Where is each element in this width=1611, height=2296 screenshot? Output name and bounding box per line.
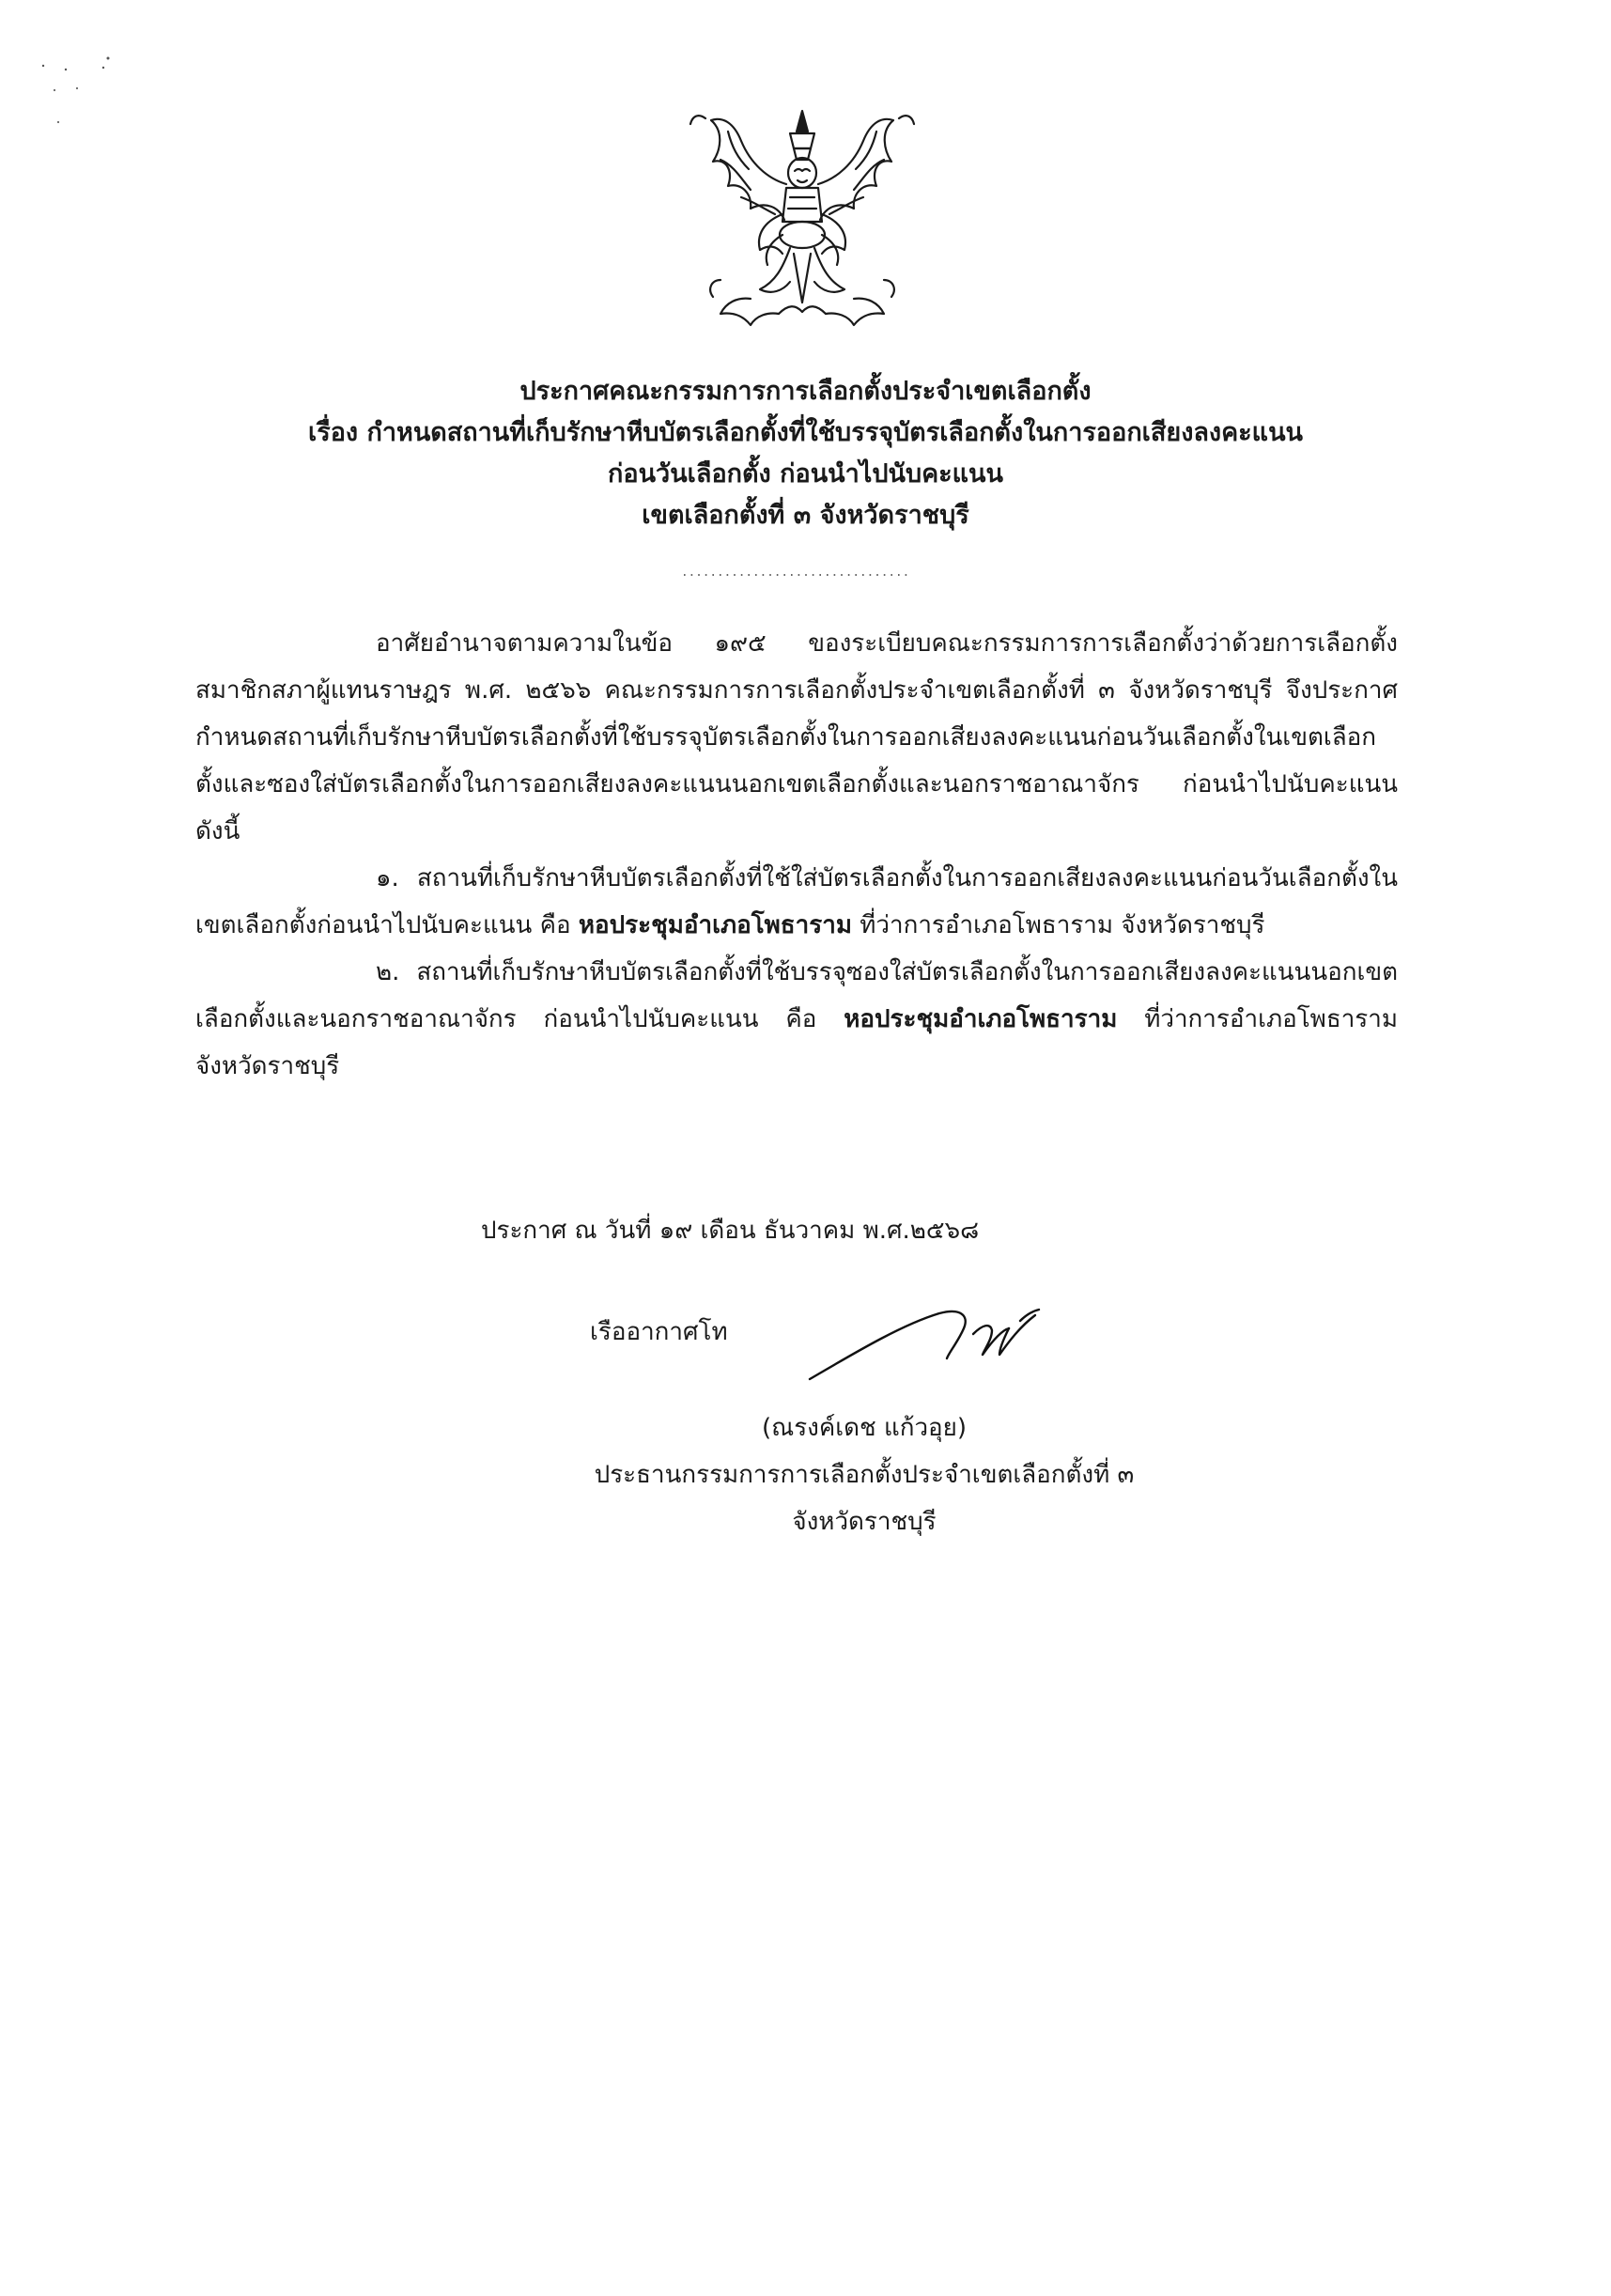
signer-province: จังหวัดราชบุรี bbox=[792, 1508, 937, 1536]
clause-2 bbox=[195, 949, 1398, 1090]
signer-name: (ณรงค์เดช แก้วอุย) bbox=[761, 1414, 968, 1442]
signature-block bbox=[564, 1404, 1165, 1545]
header-subject-cont: ก่อนวันเลือกตั้ง ก่อนนำไปนับคะแนน bbox=[608, 459, 1003, 489]
signer-position: ประธานกรรมการการเลือกตั้งประจำเขตเลือกตั้งที่ ๓ bbox=[594, 1461, 1135, 1489]
clause-1 bbox=[195, 855, 1398, 949]
preamble-paragraph: อาศัยอำนาจตามความในข้อ ๑๙๕ ของระเบียบคณะกรรมการการเลือกตั้งว่าด้วยการเลือกตั้งสมาชิกสภาผู้แทนราษฎร พ.ศ. ๒๕๖๖ คณะกรรมการการเลือกตั้งประจำเขตเลือกตั้งที่ ๓ จังหวัดราชบุรี จึงประกาศกำหนดสถานที่เก็บรักษาหีบบัตรเลือกตั้งที่ใช้บรรจุบัตรเลือกตั้งในการออกเสียงลงคะแนนก่อนวันเลือกตั้งในเขตเลือกตั้งและซองใส่บัตรเลือกตั้งในการออกเสียงลงคะแนนนอกเขตเลือกตั้งและนอกราชอาณาจักร ก่อนนำไปนับคะแนน ดังนี้ bbox=[195, 629, 1398, 845]
clause-1-place: หอประชุมอำเภอโพธาราม bbox=[578, 911, 852, 939]
garuda-emblem-icon bbox=[685, 103, 920, 338]
header-district: เขตเลือกตั้งที่ ๓ จังหวัดราชบุรี bbox=[642, 501, 969, 530]
handwritten-signature bbox=[798, 1287, 1080, 1390]
announcement-body bbox=[195, 620, 1398, 1090]
announcement-header bbox=[141, 371, 1470, 536]
header-title: ประกาศคณะกรรมการการเลือกตั้งประจำเขตเลือกตั้ง bbox=[519, 377, 1092, 406]
clause-2-text: ๒. สถานที่เก็บรักษาหีบบัตรเลือกตั้งที่ใช้บรรจุซองใส่บัตรเลือกตั้งในการออกเสียงลงคะแนนนอกเขตเลือกตั้งและนอกราชอาณาจักร ก่อนนำไปนับคะแนน คือ bbox=[195, 958, 1398, 1033]
clause-1-rest: ที่ว่าการอำเภอโพธาราม จังหวัดราชบุรี bbox=[851, 911, 1265, 939]
clause-2-rest: ที่ว่าการอำเภอโพธาราม จังหวัดราชบุรี bbox=[195, 1005, 1398, 1080]
header-subject: เรื่อง กำหนดสถานที่เก็บรักษาหีบบัตรเลือกตั้งที่ใช้บรรจุบัตรเลือกตั้งในการออกเสียงลงคะแนน bbox=[307, 418, 1303, 447]
clause-1-text: ๑. สถานที่เก็บรักษาหีบบัตรเลือกตั้งที่ใช้ใส่บัตรเลือกตั้งในการออกเสียงลงคะแนนก่อนวันเลือกตั้งในเขตเลือกตั้งก่อนนำไปนับคะแนน คือ bbox=[195, 864, 1398, 939]
header-separator bbox=[684, 571, 909, 579]
clause-2-place: หอประชุมอำเภอโพธาราม bbox=[844, 1005, 1118, 1033]
announcement-date: ประกาศ ณ วันที่ ๑๙ เดือน ธันวาคม พ.ศ.๒๕๖๘ bbox=[481, 1217, 980, 1245]
scan-specks bbox=[38, 56, 122, 141]
signer-rank: เรืออากาศโท bbox=[590, 1318, 728, 1346]
